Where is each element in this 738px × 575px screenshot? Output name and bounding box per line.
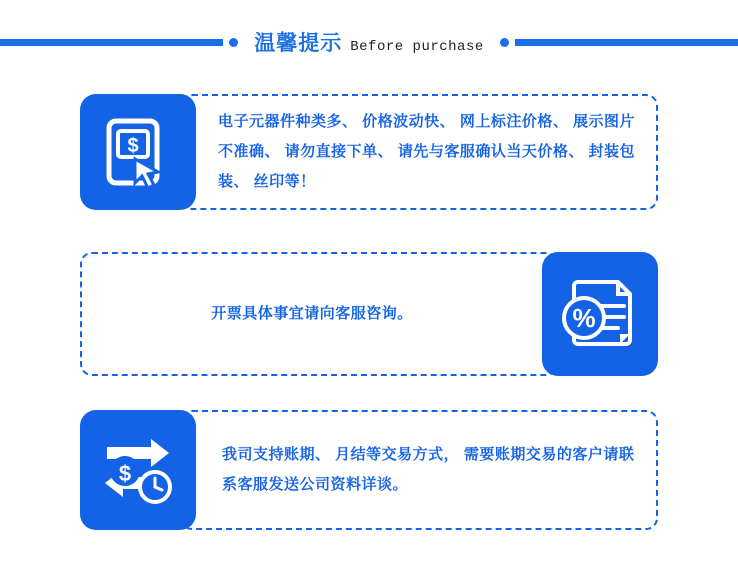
notice-text-invoice: 开票具体事宜请向客服咨询。 — [211, 305, 413, 322]
svg-text:$: $ — [118, 461, 132, 486]
notice-block-invoice — [80, 252, 658, 376]
notice-block-payment-term — [80, 410, 658, 530]
header-title-cn: 温馨提示 — [254, 32, 343, 55]
payment-term-clock-icon — [80, 410, 196, 530]
notice-block-price — [80, 94, 658, 210]
notice-text-payment-term: 我司支持账期、 月结等交易方式， 需要账期交易的客户请联系客服发送公司资料详谈。 — [222, 446, 635, 493]
price-tag-click-icon — [80, 94, 196, 210]
header-title-en: Before purchase — [350, 39, 484, 55]
notice-text-box-payment-term — [180, 410, 658, 530]
header-rule-left — [0, 39, 223, 46]
invoice-percent-icon — [542, 252, 658, 376]
header-dot-left — [229, 38, 238, 47]
notice-text-box-invoice — [80, 252, 558, 376]
svg-text:%: % — [572, 303, 596, 333]
svg-text:$: $ — [127, 135, 139, 157]
header-rule-right — [515, 39, 738, 46]
notice-text-price: 电子元器件种类多、 价格波动快、 网上标注价格、 展示图片不准确、 请勿直接下单、 请先与客服确认当天价格、 封装包装、 丝印等！ — [218, 113, 636, 190]
header-title — [244, 27, 494, 57]
header-dot-right — [500, 38, 509, 47]
notice-text-box-price — [180, 94, 658, 210]
section-header — [0, 24, 738, 60]
